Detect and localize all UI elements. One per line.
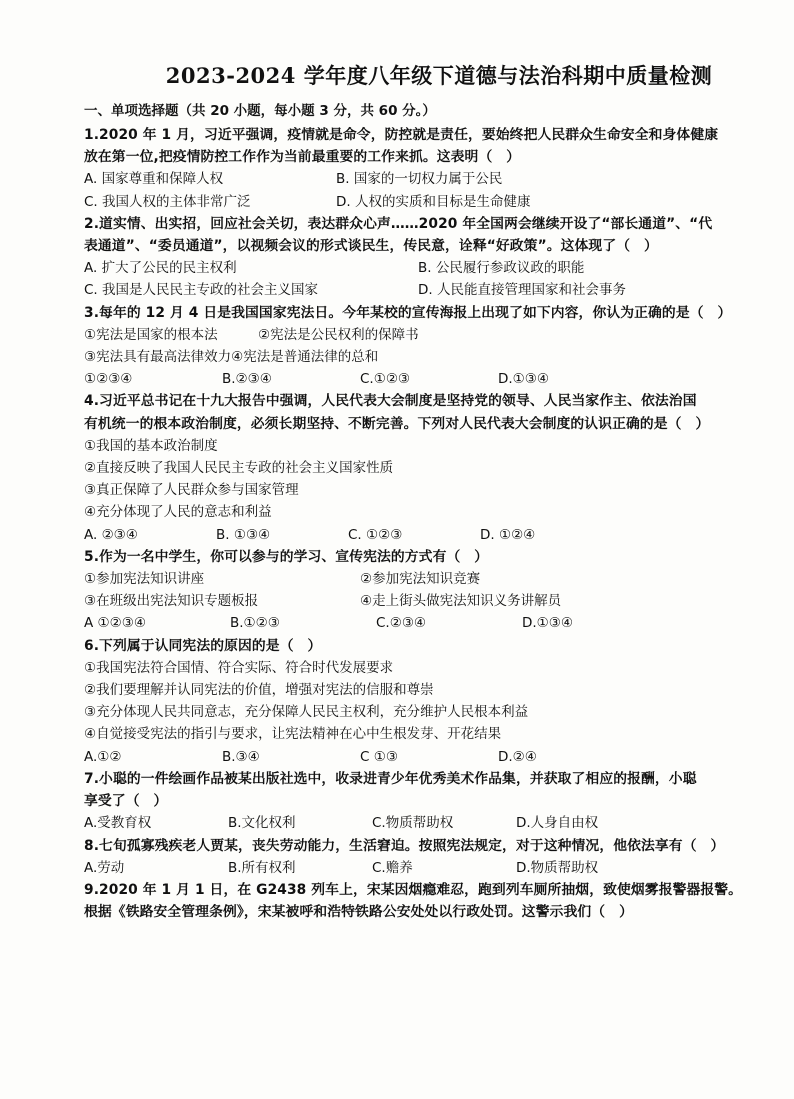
question-stem-line: 1.2020 年 1 月，习近平强调，疫情就是命令，防控就是责任，要始终把人民群众生命安全和身体健康: [84, 127, 719, 143]
option-b: B.所有权利: [228, 859, 296, 876]
option-c: C. ①②③: [348, 526, 403, 543]
question-2: [84, 213, 754, 302]
option-c: C.②③④: [376, 615, 427, 632]
page-title: 2023-2024 学年度八年级下道德与法治科期中质量检测: [165, 63, 713, 88]
option-b: B. 公民履行参政议政的职能: [418, 260, 585, 277]
option-d: D.①③④: [498, 371, 549, 388]
statement-row: [84, 324, 754, 346]
option-row: [84, 279, 754, 301]
statement-2: ②我们要理解并认同宪法的价值，增强对宪法的信服和尊崇: [84, 682, 434, 699]
statement-row: [84, 568, 754, 590]
statement-4: ④自觉接受宪法的指引与要求，让宪法精神在心中生根发芽、开花结果: [84, 726, 502, 743]
section-heading: 一、单项选择题（共 20 小题，每小题 3 分，共 60 分。）: [84, 103, 436, 119]
question-4: [84, 390, 754, 545]
question-7: [84, 768, 754, 835]
question-1: [84, 124, 754, 213]
question-stem-line: 根据《铁路安全管理条例》，宋某被呼和浩特铁路公安处处以行政处罚。这警示我们（ ）: [84, 904, 633, 921]
option-row: [84, 857, 754, 879]
question-6: [84, 635, 754, 768]
statement-1: ①参加宪法知识讲座: [84, 571, 205, 588]
option-b: B.①②③: [230, 615, 280, 632]
option-b: B. 国家的一切权力属于公民: [336, 171, 503, 188]
option-c: C. 我国是人民民主专政的社会主义国家: [84, 282, 319, 299]
option-a: A.①②: [84, 748, 122, 765]
question-stem-line: 7.小聪的一件绘画作品被某出版社选中，收录进青少年优秀美术作品集，并获取了相应的报酬，小聪: [84, 770, 697, 787]
question-3: [84, 302, 754, 391]
statement-2: ②直接反映了我国人民民主专政的社会主义国家性质: [84, 460, 394, 477]
option-c: C.赡养: [372, 859, 413, 876]
option-d: D. 人民能直接管理国家和社会事务: [418, 282, 626, 299]
question-stem-line: 2.道实情、出实招，回应社会关切，表达群众心声……2020 年全国两会继续开设了“部长通道”、“代: [84, 215, 713, 232]
option-b: B. ①③④: [216, 526, 271, 543]
option-row: [84, 191, 754, 213]
option-row: [84, 257, 754, 279]
statement-3: ③充分体现人民共同意志，充分保障人民民主权利，充分维护人民根本利益: [84, 704, 529, 721]
option-a: A.劳动: [84, 859, 125, 876]
option-a: A. 扩大了公民的民主权利: [84, 260, 237, 277]
option-a: A.受教育权: [84, 815, 152, 832]
option-c: C. 我国人权的主体非常广泛: [84, 193, 251, 210]
question-stem-line: 5.作为一名中学生，你可以参与的学习、宣传宪法的方式有（ ）: [84, 548, 489, 565]
option-d: D.①③④: [522, 615, 573, 632]
option-c: C.①②③: [360, 371, 411, 388]
question-stem-line: 表通道”、“委员通道”，以视频会议的形式谈民生，传民意，诠释“好政策”。这体现了（ ）: [84, 238, 658, 255]
option-d: D.②④: [498, 748, 537, 765]
option-a: A ①②③④: [84, 615, 146, 632]
option-b: B.②③④: [222, 371, 272, 388]
option-b: B.文化权利: [228, 815, 296, 832]
option-a: ①②③④: [84, 371, 133, 388]
statement-row: [84, 590, 754, 612]
option-c: C.物质帮助权: [372, 815, 454, 832]
statement-4: ④走上街头做宪法知识义务讲解员: [360, 593, 562, 610]
question-stem-line: 9.2020 年 1 月 1 日，在 G2438 列车上，宋某因烟瘾难忍，跑到列车厕所抽烟，致使烟雾报警器报警。: [84, 881, 743, 898]
option-row: [84, 524, 754, 546]
statement-2: ②参加宪法知识竞赛: [360, 571, 481, 588]
option-row: [84, 612, 754, 634]
question-9: [84, 879, 754, 923]
question-stem-line: 4.习近平总书记在十九大报告中强调，人民代表大会制度是坚持党的领导、人民当家作主、依法治国: [84, 393, 697, 410]
question-stem-line: 享受了（ ）: [84, 793, 168, 810]
statement-3-4: ③宪法具有最高法律效力④宪法是普通法律的总和: [84, 349, 379, 366]
option-d: D.人身自由权: [516, 815, 599, 832]
statement-3: ③在班级出宪法知识专题板报: [84, 593, 259, 610]
option-row: [84, 168, 754, 190]
statement-3: ③真正保障了人民群众参与国家管理: [84, 482, 299, 499]
statement-1: ①宪法是国家的根本法: [84, 326, 218, 343]
statement-1: ①我国宪法符合国情、符合实际、符合时代发展要求: [84, 659, 394, 676]
option-c: C ①③: [360, 748, 398, 765]
question-5: [84, 546, 754, 635]
option-d: D.物质帮助权: [516, 859, 599, 876]
option-row: [84, 368, 754, 390]
question-stem-line: 8.七旬孤寡残疾老人贾某，丧失劳动能力，生活窘迫。按照宪法规定，对于这种情况，他依法享有（ ）: [84, 837, 725, 854]
option-row: [84, 746, 754, 768]
question-stem-line: 6.下列属于认同宪法的原因的是（ ）: [84, 637, 322, 654]
question-8: [84, 835, 754, 879]
option-row: [84, 812, 754, 834]
question-stem-line: 放在第一位,把疫情防控工作作为当前最重要的工作来抓。这表明（ ）: [84, 149, 521, 166]
statement-4: ④充分体现了人民的意志和利益: [84, 504, 272, 521]
option-a: A. 国家尊重和保障人权: [84, 171, 224, 188]
option-a: A. ②③④: [84, 526, 138, 543]
option-b: B.③④: [222, 748, 260, 765]
statement-2: ②宪法是公民权利的保障书: [258, 326, 419, 343]
option-d: D. 人权的实质和目标是生命健康: [336, 193, 531, 210]
question-stem-line: 有机统一的根本政治制度，必须长期坚持、不断完善。下列对人民代表大会制度的认识正确的是（ ）: [84, 415, 710, 432]
option-d: D. ①②④: [480, 526, 536, 543]
question-stem-line: 3.每年的 12 月 4 日是我国国家宪法日。今年某校的宣传海报上出现了如下内容，你认为正确的是（ ）: [84, 304, 732, 321]
statement-1: ①我国的基本政治制度: [84, 437, 218, 454]
